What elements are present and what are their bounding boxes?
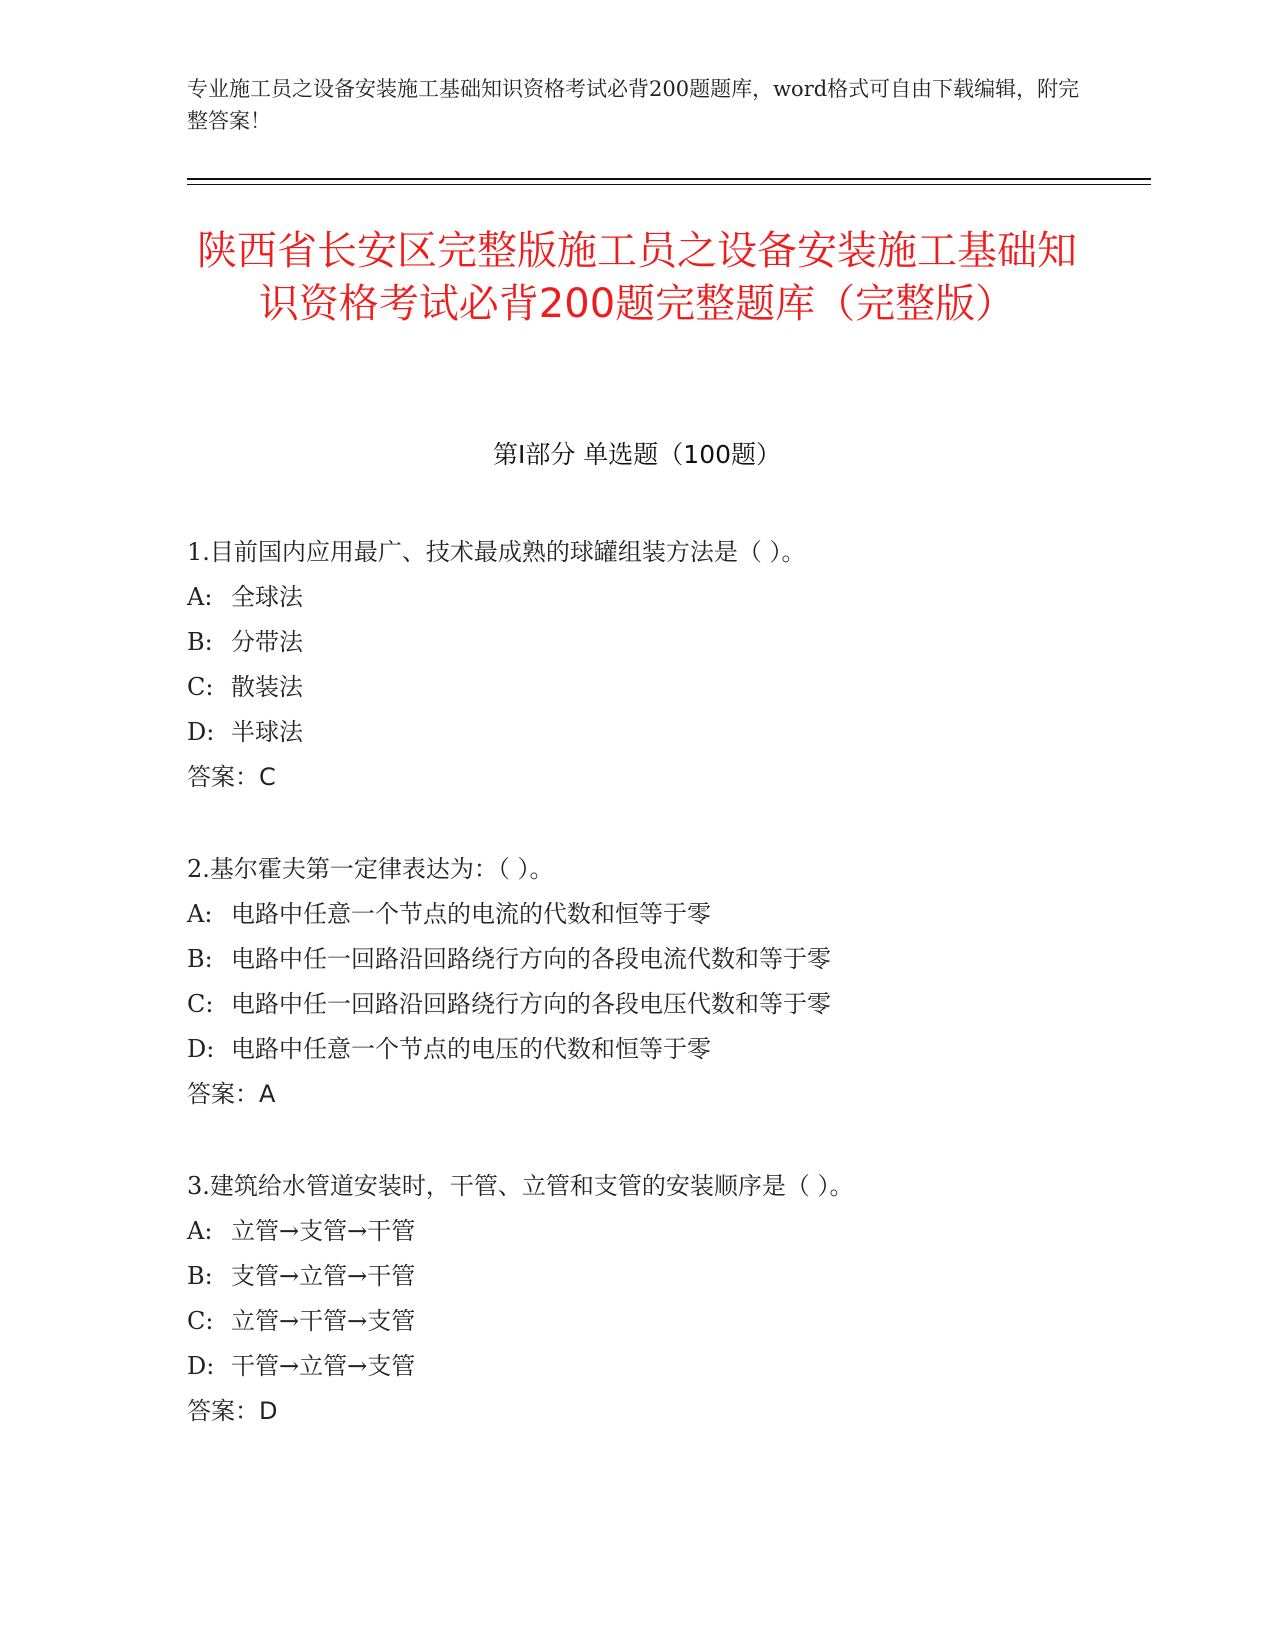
question-option bbox=[187, 575, 1137, 620]
question-stem: 1.目前国内应用最广、技术最成熟的球罐组装方法是（ ）。 bbox=[187, 538, 806, 566]
question-option bbox=[187, 665, 1137, 710]
option-text: 电路中任意一个节点的电压的代数和恒等于零 bbox=[231, 1035, 711, 1063]
question-option bbox=[187, 620, 1137, 665]
question-stem: 2.基尔霍夫第一定律表达为：（ ）。 bbox=[187, 855, 554, 883]
option-text: 电路中任一回路沿回路绕行方向的各段电压代数和等于零 bbox=[231, 990, 831, 1018]
question-option bbox=[187, 1254, 1137, 1299]
option-text: 散装法 bbox=[231, 673, 303, 701]
header-note: 专业施工员之设备安装施工基础知识资格考试必背200题题库，word格式可自由下载编辑，附完整答案！ bbox=[187, 77, 1080, 133]
question-option bbox=[187, 937, 1137, 982]
header-divider-thin bbox=[187, 184, 1151, 185]
question-spacer bbox=[187, 1117, 1137, 1164]
question-list bbox=[187, 530, 1137, 1434]
option-text: 立管→支管→干管 bbox=[231, 1217, 416, 1245]
question-answer: 答案：A bbox=[187, 1080, 276, 1108]
option-letter: B: bbox=[187, 628, 213, 656]
option-letter: A: bbox=[187, 1217, 213, 1245]
question-item bbox=[187, 1164, 1137, 1434]
option-text: 半球法 bbox=[231, 718, 303, 746]
document-title: 陕西省长安区完整版施工员之设备安装施工基础知识资格考试必背200题完整题库（完整版） bbox=[197, 228, 1077, 327]
option-letter: A: bbox=[187, 583, 213, 611]
option-text: 分带法 bbox=[231, 628, 303, 656]
option-text: 电路中任一回路沿回路绕行方向的各段电流代数和等于零 bbox=[231, 945, 831, 973]
question-option bbox=[187, 1209, 1137, 1254]
question-spacer bbox=[187, 800, 1137, 847]
option-letter: D: bbox=[187, 1352, 215, 1380]
option-letter: B: bbox=[187, 1262, 213, 1290]
question-option bbox=[187, 1027, 1137, 1072]
question-option bbox=[187, 1344, 1137, 1389]
question-item bbox=[187, 847, 1137, 1117]
header-divider-thick bbox=[187, 178, 1151, 180]
option-letter: D: bbox=[187, 718, 215, 746]
section-title: 第Ⅰ部分 单选题（100题） bbox=[492, 440, 782, 469]
option-letter: A: bbox=[187, 900, 213, 928]
option-text: 支管→立管→干管 bbox=[231, 1262, 416, 1290]
question-stem: 3.建筑给水管道安装时，干管、立管和支管的安装顺序是（ ）。 bbox=[187, 1172, 854, 1200]
question-option bbox=[187, 892, 1137, 937]
option-text: 全球法 bbox=[231, 583, 303, 611]
option-text: 电路中任意一个节点的电流的代数和恒等于零 bbox=[231, 900, 711, 928]
option-letter: D: bbox=[187, 1035, 215, 1063]
option-letter: C: bbox=[187, 673, 214, 701]
question-answer: 答案：D bbox=[187, 1397, 278, 1425]
option-text: 干管→立管→支管 bbox=[231, 1352, 416, 1380]
question-option bbox=[187, 982, 1137, 1027]
option-text: 立管→干管→支管 bbox=[231, 1307, 416, 1335]
option-letter: B: bbox=[187, 945, 213, 973]
question-item bbox=[187, 530, 1137, 800]
question-option bbox=[187, 710, 1137, 755]
question-answer: 答案：C bbox=[187, 763, 276, 791]
option-letter: C: bbox=[187, 1307, 214, 1335]
option-letter: C: bbox=[187, 990, 214, 1018]
question-option bbox=[187, 1299, 1137, 1344]
